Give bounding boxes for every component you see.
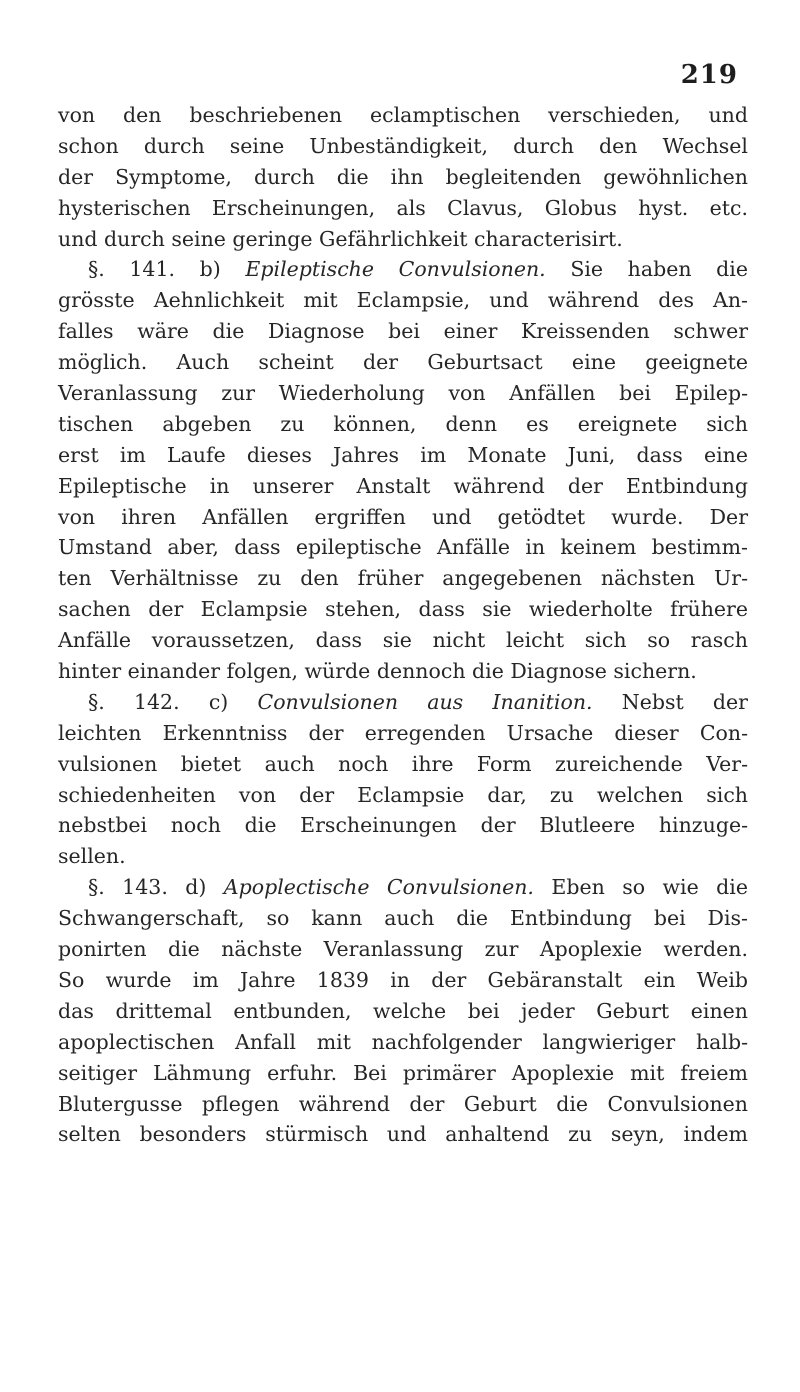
text-line: leichten Erkenntniss der erregenden Ursache dieser Con- [58,720,748,745]
text-line: sellen. [58,844,126,869]
text-line: erst im Laufe dieses Jahres im Monate Juni, dass eine [58,442,748,467]
text-line: sachen der Eclampsie stehen, dass sie wiederholte frühere [58,597,748,622]
text-line: grösste Aehnlichkeit mit Eclampsie, und während des An- [58,288,748,313]
section-143 [58,872,748,1150]
section-heading-line [58,687,748,718]
text-line: nebstbei noch die Erscheinungen der Blutleere hinzuge- [58,813,748,838]
text-line: falles wäre die Diagnose bei einer Kreissenden schwer [58,319,748,344]
text-line: Blutergusse pflegen während der Geburt die Convulsionen [58,1091,748,1116]
text-fragment: Eben so wie die [533,875,748,900]
text-line: seitiger Lähmung erfuhr. Bei primärer Apoplexie mit freiem [58,1060,748,1085]
text-line: schon durch seine Unbeständigkeit, durch den Wechsel [58,133,748,158]
text-line: hysterischen Erscheinungen, als Clavus, Globus hyst. etc. [58,195,748,220]
text-line: das drittemal entbunden, welche bei jeder Geburt einen [58,998,748,1023]
text-line: Anfälle voraussetzen, dass sie nicht leicht sich so rasch [58,628,748,653]
text-line: tischen abgeben zu können, denn es ereignete sich [58,411,748,436]
section-141 [58,254,748,686]
text-line: der Symptome, durch die ihn begleitenden gewöhnlichen [58,164,748,189]
text-line: Schwangerschaft, so kann auch die Entbindung bei Dis- [58,906,748,931]
section-title: Apoplectische Convulsionen. [223,875,534,900]
text-line: von den beschriebenen eclamptischen verschieden, und [58,103,748,127]
text-line: selten besonders stürmisch und anhaltend zu seyn, indem [58,1122,748,1147]
text-fragment: Nebst der [592,689,748,714]
text-line: möglich. Auch scheint der Geburtsact eine geeignete [58,350,748,375]
section-number: §. 141. b) [88,257,246,282]
section-title: Epileptische Convulsionen. [245,257,546,282]
text-line: So wurde im Jahre 1839 in der Gebäranstalt ein Weib [58,967,748,992]
text-line: hinter einander folgen, würde dennoch die Diagnose sichern. [58,659,697,684]
section-heading-line [58,254,748,285]
section-142 [58,687,748,872]
text-line: vulsionen bietet auch noch ihre Form zureichende Ver- [58,751,748,776]
text-line: schiedenheiten von der Eclampsie dar, zu welchen sich [58,782,748,807]
text-line: und durch seine geringe Gefährlichkeit characterisirt. [58,226,623,251]
text-line: Umstand aber, dass epileptische Anfälle in keinem bestimm- [58,535,748,560]
text-fragment: Sie haben die [545,257,748,282]
text-line: apoplectischen Anfall mit nachfolgender langwieriger halb- [58,1029,748,1054]
text-line: ponirten die nächste Veranlassung zur Apoplexie werden. [58,937,748,962]
text-line: ten Verhältnisse zu den früher angegebenen nächsten Ur- [58,566,748,591]
text-line: Epileptische in unserer Anstalt während der Entbindung [58,473,748,498]
section-title: Convulsionen aus Inanition. [257,689,593,714]
text-line: von ihren Anfällen ergriffen und getödtet wurde. Der [58,504,748,529]
section-heading-line [58,872,748,903]
section-number: §. 143. d) [88,875,224,900]
page-text [58,100,748,1150]
page-number: 219 [680,60,738,90]
section-number: §. 142. c) [88,689,258,714]
text-line: Veranlassung zur Wiederholung von Anfällen bei Epilep- [58,381,748,406]
paragraph-continuation [58,100,748,254]
